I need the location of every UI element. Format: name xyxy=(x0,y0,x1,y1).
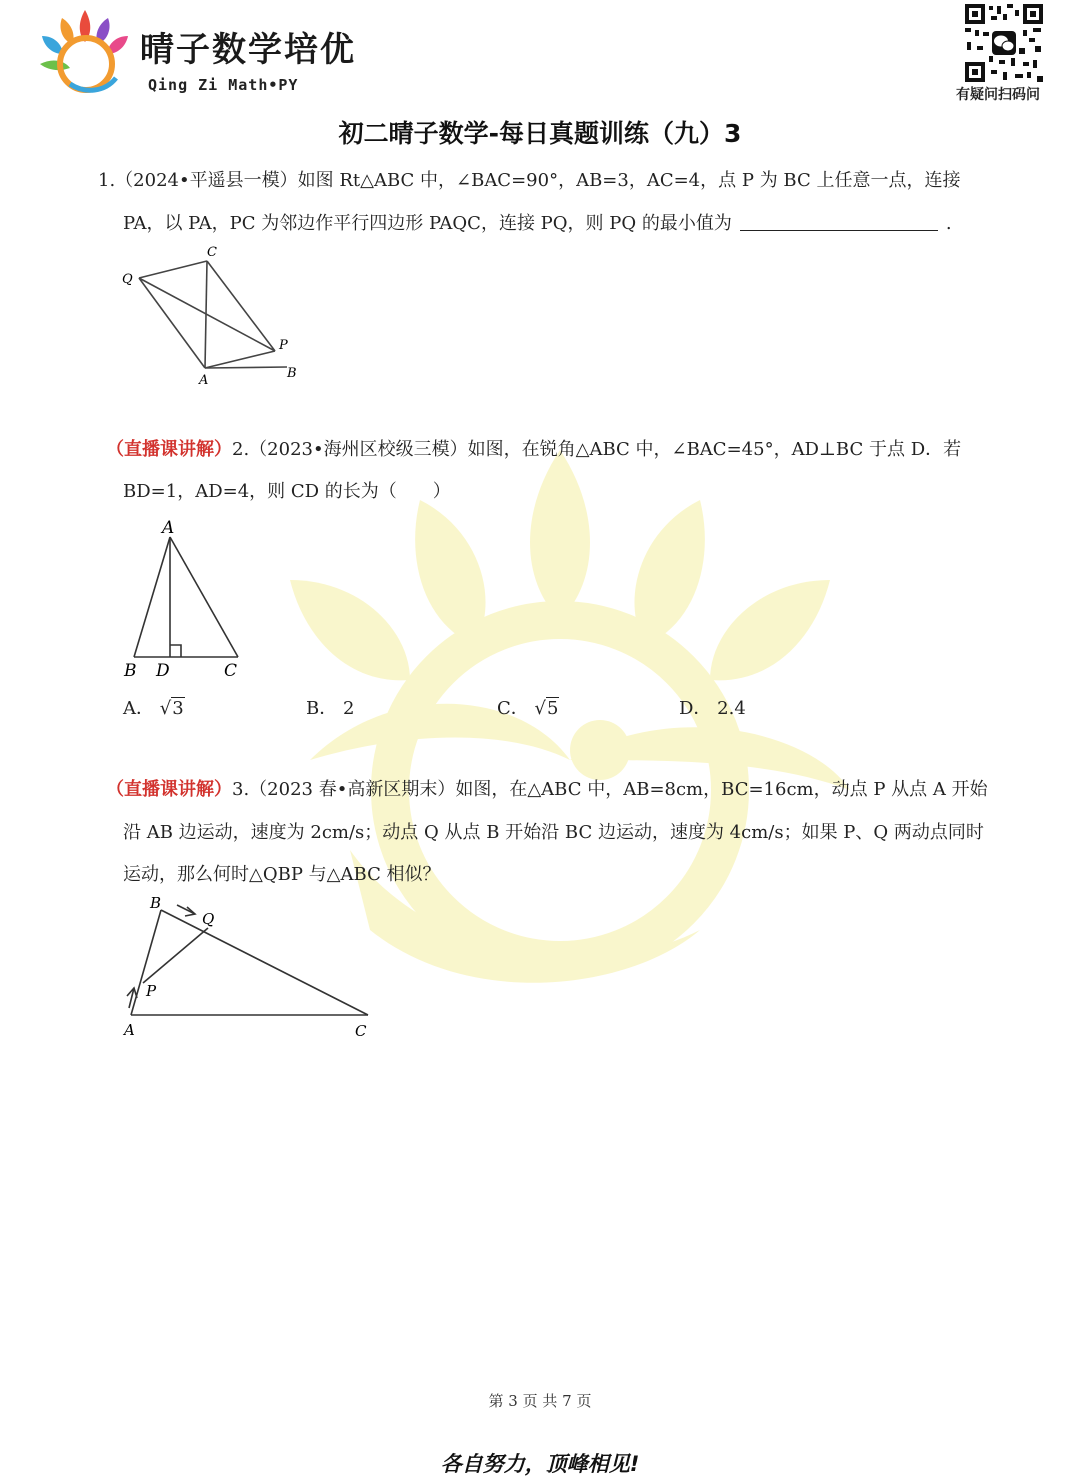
question-2-text: 2.（2023•海州区校级三模）如图，在锐角△ABC 中，∠BAC=45°，AD⊥BC 于点 D．若 xyxy=(232,439,962,460)
question-1-text-line-2 xyxy=(123,212,952,236)
figure-label: A xyxy=(162,518,175,538)
question-3-text-line-2: 沿 AB 边运动，速度为 2cm/s；动点 Q 从点 B 开始沿 BC 边运动，速度为 4cm/s；如果 P、Q 两动点同时 xyxy=(123,822,984,843)
question-3-figure xyxy=(115,890,385,1050)
figure-label: C xyxy=(207,245,217,260)
radicand: 3 xyxy=(172,698,184,719)
figure-label: A xyxy=(199,373,209,388)
figure-label: Q xyxy=(122,272,133,287)
figure-label: C xyxy=(355,1022,367,1040)
question-2-text-line-1 xyxy=(106,438,961,462)
figure-label: C xyxy=(224,661,238,681)
figure-label: P xyxy=(146,982,157,1000)
figure-label: B xyxy=(287,366,297,381)
question-1-figure xyxy=(115,240,305,390)
question-1-text-line-2b: . xyxy=(945,213,952,234)
question-3-text-line-3: 运动，那么何时△QBP 与△ABC 相似？ xyxy=(123,864,441,885)
option-letter: C． xyxy=(497,698,529,719)
option-letter: B． xyxy=(306,698,338,719)
question-1-text-line-2a: PA，以 PA，PC 为邻边作平行四边形 PAQC，连接 PQ，则 PQ 的最小值为 xyxy=(123,213,732,234)
qr-code-icon[interactable] xyxy=(963,2,1045,84)
figure-label: Q xyxy=(202,910,215,928)
question-3-text-line-1 xyxy=(106,778,988,802)
option-letter: A． xyxy=(123,698,154,719)
option-d[interactable] xyxy=(679,694,746,720)
figure-label: B xyxy=(124,661,137,681)
question-2-figure xyxy=(120,515,250,685)
brand-name: 晴子数学培优 xyxy=(140,30,356,70)
page-number: 第 3 页 共 7 页 xyxy=(488,1392,592,1410)
question-2-text-line-2: BD=1，AD=4，则 CD 的长为（ ） xyxy=(123,481,451,502)
sqrt-symbol: √3 xyxy=(159,698,184,719)
live-lesson-tag: （直播课讲解） xyxy=(106,779,232,800)
footer-slogan: 各自努力，顶峰相见! xyxy=(440,1452,640,1476)
radicand: 5 xyxy=(547,698,559,719)
figure-label: P xyxy=(279,338,288,353)
brand-logo-icon xyxy=(30,2,140,102)
question-1-text-line-1: 1.（2024•平遥县一模）如图 Rt△ABC 中，∠BAC=90°，AB=3，AC=4，点 P 为 BC 上任意一点，连接 xyxy=(98,170,961,191)
question-3-text: 3.（2023 春•高新区期末）如图，在△ABC 中，AB=8cm，BC=16cm，动点 P 从点 A 开始 xyxy=(232,779,988,800)
option-letter: D． xyxy=(679,698,712,719)
option-value: 2.4 xyxy=(717,698,746,719)
figure-label: A xyxy=(124,1021,135,1039)
qr-caption: 有疑问扫码问 xyxy=(956,87,1040,103)
option-a[interactable] xyxy=(123,694,185,720)
figure-label: B xyxy=(150,894,162,912)
brand-tagline: Qing Zi Math•PY xyxy=(148,76,299,94)
sqrt-symbol: √5 xyxy=(534,698,559,719)
page-title: 初二晴子数学-每日真题训练（九）3 xyxy=(338,119,742,148)
live-lesson-tag: （直播课讲解） xyxy=(106,439,232,460)
option-value: 2 xyxy=(342,698,355,719)
figure-label: D xyxy=(156,661,170,681)
option-b[interactable] xyxy=(306,694,354,720)
option-c[interactable] xyxy=(497,694,559,720)
answer-blank[interactable] xyxy=(740,212,938,231)
